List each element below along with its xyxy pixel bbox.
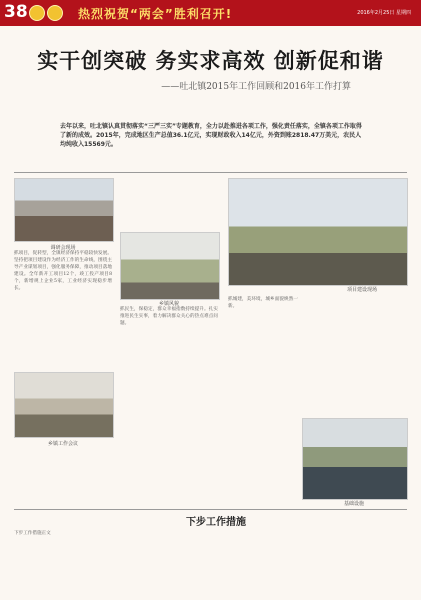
body-column-2: 抓民生，保稳定，群众幸福指数持续提升。扎实推进民生实事，着力解决群众关心的热点难点问题。 xyxy=(120,307,218,326)
photo-village xyxy=(120,232,220,300)
photo-caption: 项目建设现场 xyxy=(346,287,377,293)
issue-date: 2016年2月25日 星期四 xyxy=(357,10,411,16)
photo-caption: 乡镇工作会议 xyxy=(47,441,78,447)
photo-infrastructure xyxy=(302,418,408,500)
photo-site-visit xyxy=(228,178,408,286)
page-banner xyxy=(0,0,421,26)
article-title: 实干创突破 务实求高效 创新促和谐 xyxy=(37,49,384,73)
photo-office xyxy=(14,372,114,438)
banner-headline: 热烈祝贺“两会”胜利召开! xyxy=(78,7,233,21)
divider xyxy=(14,509,407,510)
photo-caption: 乡镇风貌 xyxy=(158,301,179,307)
party-emblem-icon xyxy=(47,5,63,21)
body-column-1: 抓项目，促转型，全镇经济保持平稳较快发展。坚持把项目建设作为经济工作的生命线，围绕主导产业谋划项目，强化服务保障，推动项目落地建设。全年新开工项目12个，竣工投产项目8个，新增规上企业5家，工业经济实现稳步增长。 xyxy=(14,251,112,291)
divider xyxy=(14,172,407,173)
article-intro: 去年以来，吐北镇认真贯彻落实“三严三实”专题教育，全力以赴推进各项工作，强化责任落实，全镇各项工作取得了新的成效。2015年，完成地区生产总值36.1亿元，实现财政收入14亿元，外资到账2818.47万美元，农民人均纯收入15569元。 xyxy=(60,123,362,148)
article-subtitle: ——吐北镇2015年工作回顾和2016年工作打算 xyxy=(161,82,351,92)
photo-meeting xyxy=(14,178,114,242)
page-number: 38 xyxy=(4,2,28,22)
section-heading: 下步工作措施 xyxy=(186,517,246,528)
emblem-icon xyxy=(29,5,45,21)
body-column-3: 抓城建，美环境，城乡面貌焕然一新。 xyxy=(228,297,298,309)
photo-caption: 调研会现场 xyxy=(50,245,76,251)
photo-caption: 基础设施 xyxy=(343,501,364,507)
bottom-body-text: 下步工作措施正文 xyxy=(14,531,51,536)
